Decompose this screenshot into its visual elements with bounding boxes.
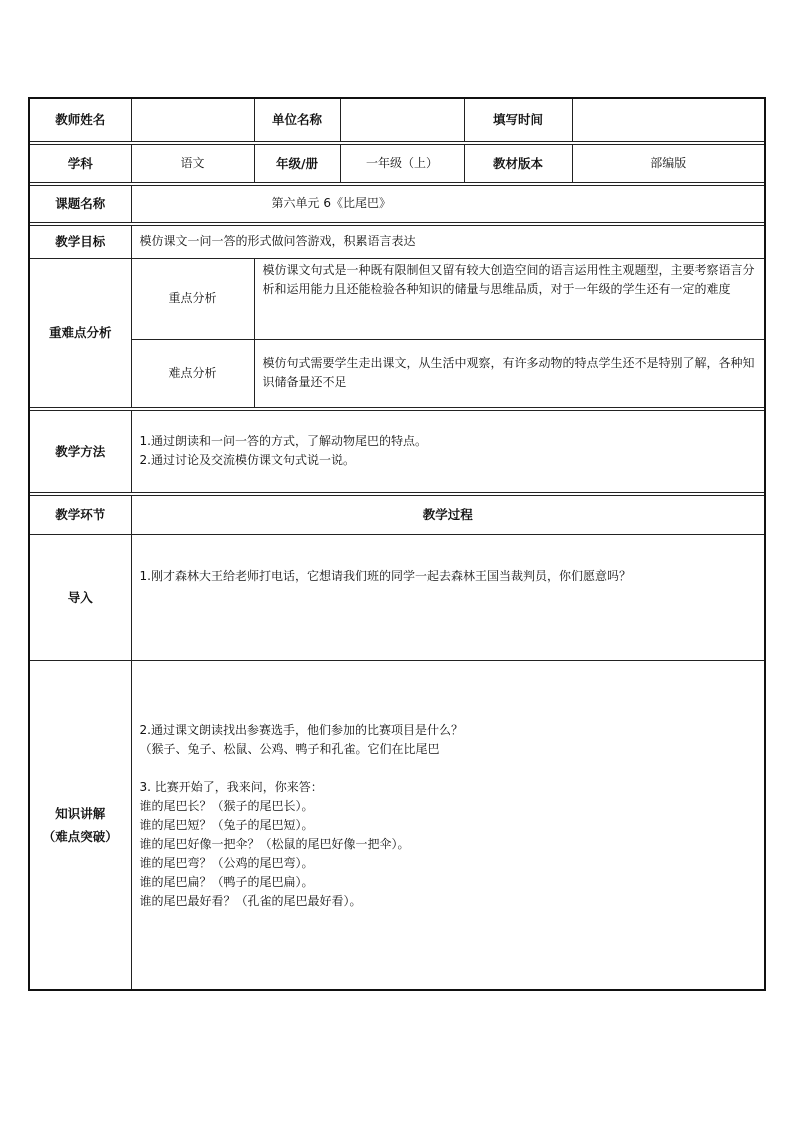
difficulty-label: 难点分析 — [131, 339, 254, 407]
stage-header: 教学环节 — [29, 495, 131, 534]
lesson-plan-table — [28, 97, 766, 991]
knowledge-line-3: 3. 比赛开始了，我来问，你来答： — [139, 779, 323, 794]
knowledge-row — [29, 660, 765, 990]
method-value — [131, 410, 765, 492]
knowledge-content — [131, 660, 765, 990]
lesson-plan-form — [28, 97, 764, 991]
knowledge-sublabel: （难点突破） — [42, 828, 118, 844]
qa-line-6: 谁的尾巴最好看？（孔雀的尾巴最好看）。 — [139, 893, 362, 908]
knowledge-label-cell — [29, 660, 131, 990]
knowledge-line-1: 2.通过课文朗读找出参赛选手，他们参加的比赛项目是什么？ — [139, 722, 463, 737]
subject-label: 学科 — [29, 144, 131, 182]
method-line-1: 1.通过朗读和一问一答的方式，了解动物尾巴的特点。 — [139, 434, 427, 448]
knowledge-line-2: （猴子、兔子、松鼠、公鸡、鸭子和孔雀。它们在比尾巴 — [139, 741, 440, 756]
method-line-2: 2.通过讨论及交流模仿课文句式说一说。 — [139, 453, 355, 467]
textbook-label: 教材版本 — [464, 144, 572, 182]
teacher-name-label: 教师姓名 — [29, 98, 131, 141]
subject-value: 语文 — [131, 144, 254, 182]
qa-line-3: 谁的尾巴好像一把伞？（松鼠的尾巴好像一把伞）。 — [139, 836, 410, 851]
unit-value[interactable] — [340, 98, 464, 141]
knowledge-label: 知识讲解 — [55, 805, 106, 821]
fill-time-label: 填写时间 — [464, 98, 572, 141]
grade-value: 一年级（上） — [340, 144, 464, 182]
title-row — [29, 185, 765, 222]
goal-value: 模仿课文一问一答的形式做问答游戏，积累语言表达 — [131, 225, 765, 258]
header-row-2 — [29, 144, 765, 182]
grade-label: 年级/册 — [254, 144, 340, 182]
key-point-row — [29, 258, 765, 339]
process-header: 教学过程 — [131, 495, 765, 534]
difficulty-row — [29, 339, 765, 407]
key-point-value: 模仿课文句式是一种既有限制但又留有较大创造空间的语言运用性主观题型，主要考察语言分析和运用能力且还能检验各种知识的储量与思维品质，对于一年级的学生还有一定的难度 — [254, 258, 765, 339]
unit-label: 单位名称 — [254, 98, 340, 141]
goal-row — [29, 225, 765, 258]
intro-text: 1.刚才森林大王给老师打电话，它想请我们班的同学一起去森林王国当裁判员，你们愿意吗？ — [131, 534, 765, 660]
fill-time-value[interactable] — [572, 98, 765, 141]
qa-line-1: 谁的尾巴长？（猴子的尾巴长）。 — [139, 798, 314, 813]
goal-label: 教学目标 — [29, 225, 131, 258]
textbook-value: 部编版 — [572, 144, 765, 182]
intro-row — [29, 534, 765, 660]
spacer — [140, 759, 759, 778]
title-value: 第六单元 6《比尾巴》 — [131, 185, 765, 222]
analysis-label: 重难点分析 — [29, 258, 131, 407]
method-row — [29, 410, 765, 492]
qa-line-2: 谁的尾巴短？（兔子的尾巴短）。 — [139, 817, 314, 832]
title-label: 课题名称 — [29, 185, 131, 222]
header-row-1 — [29, 98, 765, 141]
qa-line-5: 谁的尾巴扁？（鸭子的尾巴扁）。 — [139, 874, 314, 889]
intro-label: 导入 — [29, 534, 131, 660]
key-point-label: 重点分析 — [131, 258, 254, 339]
process-header-row — [29, 495, 765, 534]
method-label: 教学方法 — [29, 410, 131, 492]
difficulty-value: 模仿句式需要学生走出课文，从生活中观察，有许多动物的特点学生还不是特别了解，各种知识储备量还不足 — [254, 339, 765, 407]
qa-line-4: 谁的尾巴弯？（公鸡的尾巴弯）。 — [139, 855, 314, 870]
teacher-name-value[interactable] — [131, 98, 254, 141]
